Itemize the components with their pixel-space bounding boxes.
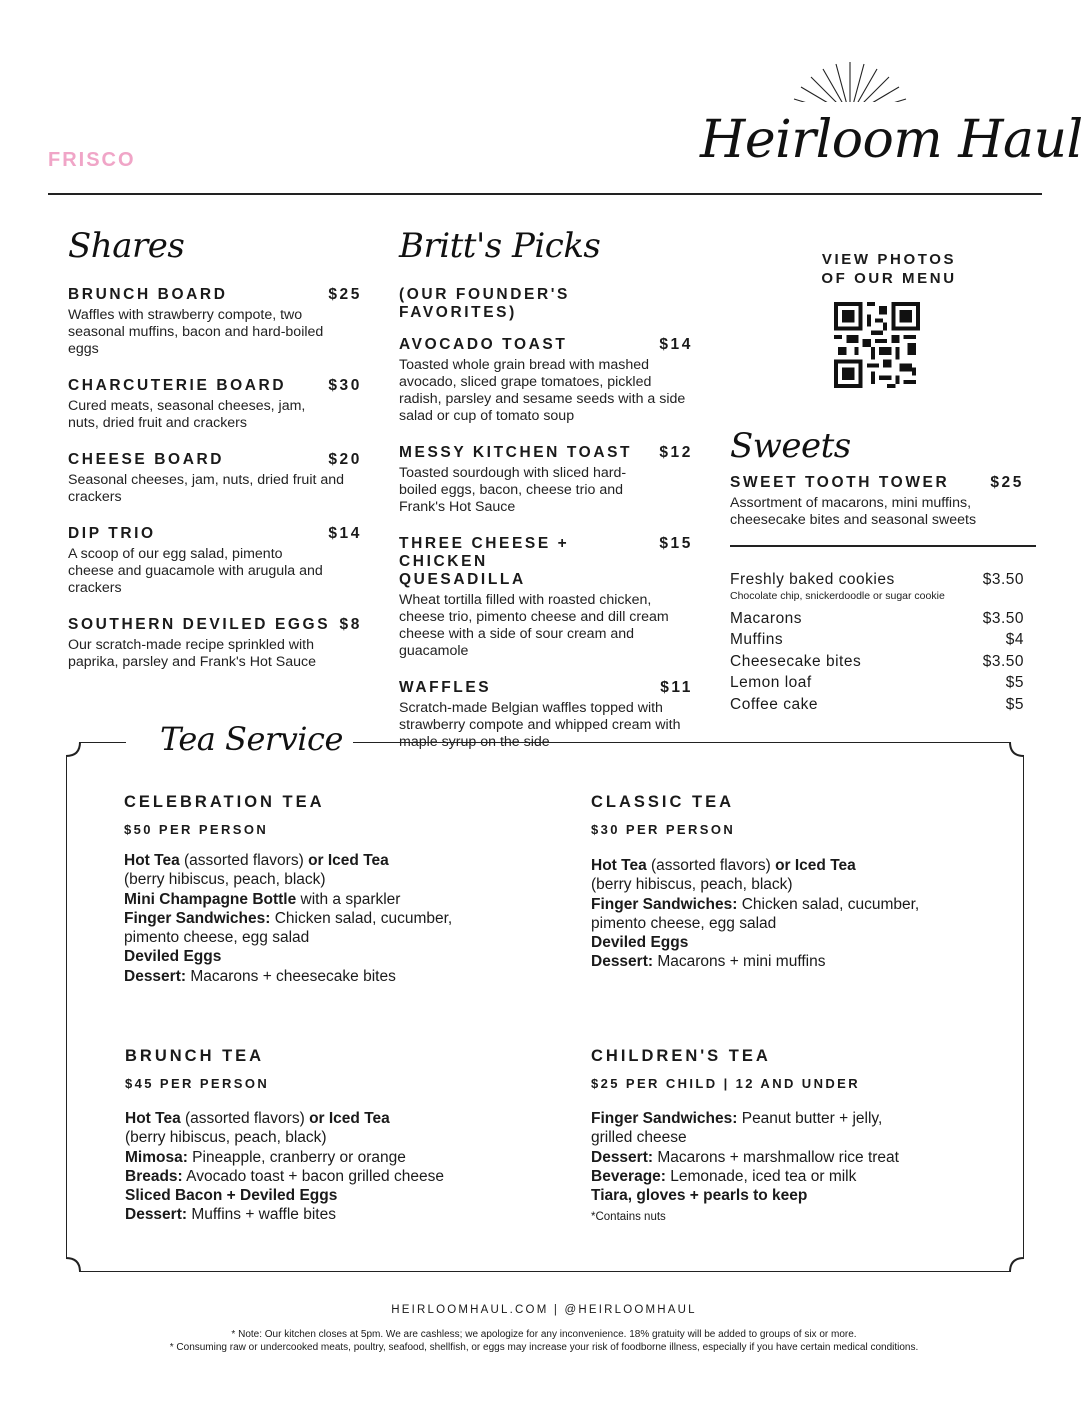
item-name: DIP TRIO — [68, 525, 156, 542]
item-price: $3.50 — [982, 652, 1024, 670]
item-price: $20 — [328, 451, 362, 468]
item-price: $30 — [328, 377, 362, 394]
list-item — [730, 569, 1024, 591]
tea-details: Hot Tea (assorted flavors) or Iced Tea (berry hibiscus, peach, black) Mimosa: Pineapple, cranberry or orange Breads: Avocado toast + bacon grilled cheese Sliced Bacon + Deviled Eggs Dessert: Muffins + waffle bites — [125, 1110, 444, 1224]
item-price: $14 — [328, 525, 362, 542]
footer-note: * Consuming raw or undercooked meats, poultry, seafood, shellfish, or eggs may increase your risk of foodborne illness, especially if you have certain medical conditions. — [169, 1342, 919, 1353]
sweets-heading: Sweets — [730, 426, 851, 466]
brand-logo[interactable] — [700, 58, 1083, 188]
item-name: AVOCADO TOAST — [399, 336, 568, 353]
menu-item — [68, 377, 362, 432]
item-price: $12 — [659, 444, 693, 461]
menu-item — [399, 336, 693, 425]
menu-item — [68, 286, 362, 358]
list-item — [730, 672, 1024, 694]
picks-heading: Britt's Picks — [399, 226, 601, 266]
menu-item — [730, 474, 1024, 529]
item-price: $14 — [659, 336, 693, 353]
qr-caption-line2: OF OUR MENU — [821, 270, 957, 287]
item-price: $3.50 — [982, 609, 1024, 627]
menu-item — [399, 444, 693, 516]
footer-note: * Note: Our kitchen closes at 5pm. We are cashless; we apologize for any inconvenience. 18% gratuity will be added to groups of six or more. — [231, 1329, 857, 1340]
shares-section — [68, 226, 362, 690]
list-item — [730, 651, 1024, 673]
item-name: WAFFLES — [399, 679, 492, 696]
celebration-tea — [124, 793, 544, 986]
list-item — [730, 694, 1024, 716]
item-name: SOUTHERN DEVILED EGGS — [68, 616, 331, 633]
item-description: Assortment of macarons, mini muffins, cheesecake bites and seasonal sweets — [730, 495, 977, 528]
tea-title: BRUNCH TEA — [125, 1047, 265, 1065]
menu-item — [68, 525, 362, 597]
item-price: $11 — [660, 679, 693, 696]
item-name: SWEET TOOTH TOWER — [730, 474, 950, 491]
footer-notes — [0, 1328, 1088, 1354]
item-name: Freshly baked cookies — [730, 571, 895, 588]
item-price: $25 — [990, 474, 1024, 491]
menu-item — [399, 679, 693, 751]
childrens-tea — [591, 1047, 1011, 1223]
tea-title: CELEBRATION TEA — [124, 793, 325, 811]
item-description: Scratch-made Belgian waffles topped with strawberry compote and whipped cream with maple syrup on the side — [399, 700, 681, 750]
tea-price: $45 PER PERSON — [125, 1076, 270, 1091]
item-description: Wheat tortilla filled with roasted chicken, cheese trio, pimento cheese and dill cream cheese with a side of sour cream and guacamole — [399, 592, 669, 659]
tea-details: Hot Tea (assorted flavors) or Iced Tea (berry hibiscus, peach, black) Mini Champagne Bottle with a sparkler Finger Sandwiches: Chicken salad, cucumber, pimento cheese, egg salad Deviled Eggs Dessert: Macarons + cheesecake bites — [124, 852, 453, 985]
menu-item — [68, 616, 362, 671]
menu-item — [68, 451, 362, 506]
item-description: Toasted whole grain bread with mashed avocado, sliced grape tomatoes, pickled radish, parsley and sesame seeds with a side salad or cup of tomato soup — [399, 357, 686, 424]
item-description: Waffles with strawberry compote, two seasonal muffins, bacon and hard-boiled eggs — [68, 307, 324, 357]
header-divider — [48, 193, 1042, 195]
item-price: $15 — [659, 535, 693, 552]
item-description: Our scratch-made recipe sprinkled with paprika, parsley and Frank's Hot Sauce — [68, 637, 316, 670]
item-price: $5 — [1005, 695, 1024, 713]
tea-price: $30 PER PERSON — [591, 822, 736, 837]
item-price: $5 — [1005, 674, 1024, 691]
logo-wordmark: Heirloom Haul — [700, 110, 1083, 170]
item-price: $4 — [1005, 631, 1024, 648]
qr-caption-line1: VIEW PHOTOS — [821, 251, 957, 268]
list-item — [730, 608, 1024, 630]
sweets-price-list — [730, 569, 1024, 715]
item-description: Toasted sourdough with sliced hard-boiled eggs, bacon, cheese trio and Frank's Hot Sauce — [399, 465, 627, 515]
list-item — [730, 629, 1024, 651]
item-name: Muffins — [730, 631, 784, 648]
item-name: Coffee cake — [730, 695, 818, 713]
item-price: $25 — [328, 286, 362, 303]
tea-title: CLASSIC TEA — [591, 793, 735, 811]
allergy-note: *Contains nuts — [591, 1211, 666, 1224]
qr-caption — [730, 250, 1048, 288]
qr-code-icon[interactable] — [834, 302, 920, 388]
item-price: $8 — [339, 616, 362, 633]
item-description: A scoop of our egg salad, pimento cheese and guacamole with arugula and crackers — [68, 546, 323, 596]
item-price: $3.50 — [982, 571, 1024, 588]
shares-heading: Shares — [68, 226, 185, 266]
tea-details: Finger Sandwiches: Peanut butter + jelly, grilled cheese Dessert: Macarons + marshmallow rice treat Beverage: Lemonade, iced tea or milk Tiara, gloves + pearls to keep — [591, 1110, 899, 1205]
picks-subheading: (OUR FOUNDER'S FAVORITES) — [399, 286, 570, 321]
item-name: Macarons — [730, 609, 803, 627]
brunch-tea — [125, 1047, 545, 1225]
location-label: FRISCO — [48, 149, 136, 171]
footer-website-link[interactable]: HEIRLOOMHAUL.COM | @HEIRLOOMHAUL — [391, 1304, 697, 1316]
item-name: CHARCUTERIE BOARD — [68, 377, 287, 394]
tea-price: $50 PER PERSON — [124, 822, 269, 837]
sunburst-icon — [750, 58, 950, 118]
qr-sweets-column — [730, 226, 1030, 715]
item-name: CHEESE BOARD — [68, 451, 225, 468]
classic-tea — [591, 793, 1011, 972]
tea-service-heading: Tea Service — [150, 720, 353, 758]
picks-section — [399, 226, 693, 770]
item-description: Cured meats, seasonal cheeses, jam, nuts, dried fruit and crackers — [68, 398, 306, 431]
menu-item — [399, 535, 693, 660]
item-description: Seasonal cheeses, jam, nuts, dried fruit and crackers — [68, 472, 345, 505]
item-name: MESSY KITCHEN TOAST — [399, 444, 633, 461]
item-name: Cheesecake bites — [730, 652, 862, 670]
item-subtext: Chocolate chip, snickerdoodle or sugar cookie — [730, 589, 945, 602]
item-name: BRUNCH BOARD — [68, 286, 228, 303]
sweets-divider — [730, 545, 1036, 547]
tea-price: $25 PER CHILD | 12 AND UNDER — [591, 1076, 861, 1091]
item-name: THREE CHEESE + CHICKEN QUESADILLA — [399, 535, 570, 588]
item-name: Lemon loaf — [730, 674, 812, 691]
tea-details: Hot Tea (assorted flavors) or Iced Tea (berry hibiscus, peach, black) Finger Sandwiches: Chicken salad, cucumber, pimento cheese, egg salad Deviled Eggs Dessert: Macarons + mini muffins — [591, 857, 920, 971]
tea-title: CHILDREN'S TEA — [591, 1047, 771, 1065]
